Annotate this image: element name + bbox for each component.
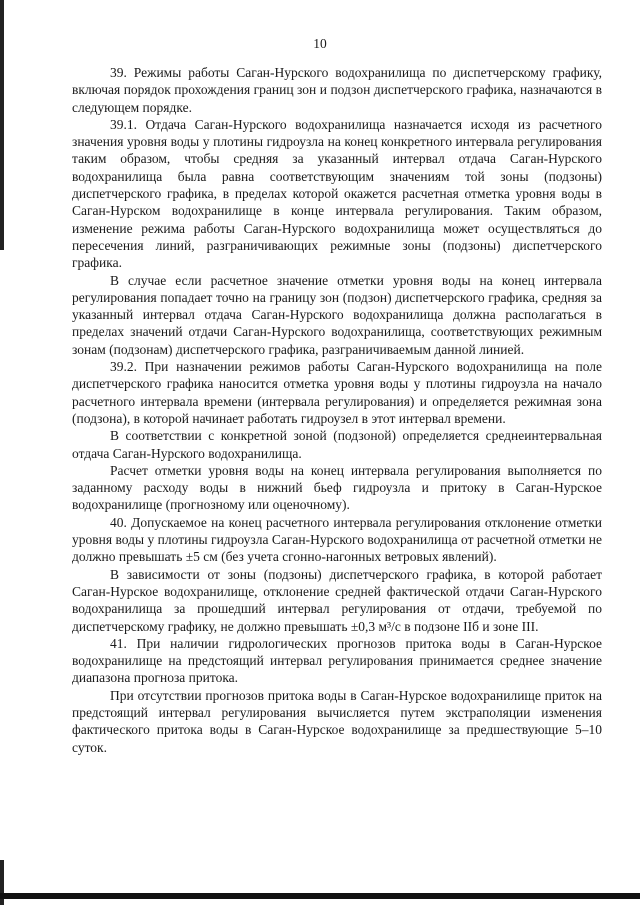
paragraph-boundary-case: В случае если расчетное значение отметки уровня воды на конец интервала регулирования попадает точно на границу зон (подзон) диспетчерского графика, средняя за указанный интервал отдача Саган-Нурского водохранилища должна располагаться в пределах значений отдачи Саган-Нурского водохранилища, соответствующих режимным зонам (подзонам) диспетчерского графика, разграничиваемым данной линией. [72,272,602,357]
paragraph-39: 39. Режимы работы Саган-Нурского водохранилища по диспетчерскому графику, включая порядок прохождения границ зон и подзон диспетчерского графика, назначаются в следующем порядке. [72,65,602,115]
paragraph-no-forecast: При отсутствии прогнозов притока воды в Саган-Нурское водохранилище приток на предстоящий интервал регулирования вычисляется путем экстраполяции изменения фактического притока воды в Саган-Нурское водохранилище за предшествующие 5–10 суток. [72,687,602,755]
paragraph-zone-outflow: В соответствии с конкретной зоной (подзоной) определяется среднеинтервальная отдача Саган-Нурского водохранилища. [72,428,602,461]
paragraph-level-calculation: Расчет отметки уровня воды на конец интервала регулирования выполняется по заданному расходу воды в нижний бьеф гидроузла и притоку в Саган-Нурское водохранилище (прогнозному или оценочному). [72,462,602,513]
paragraph-39-2: 39.2. При назначении режимов работы Саган-Нурского водохранилища на поле диспетчерского графика наносится отметка уровня воды у плотины гидроузла на начало расчетного интервала времени (интервала регулирования) и определяется режимная зона (подзона), в которой начинает работать гидроузел в этот интервал времени. [72,359,602,426]
paragraph-39-1: 39.1. Отдача Саган-Нурского водохранилища назначается исходя из расчетного значения уровня воды у плотины гидроузла на конец конкретного интервала регулирования таким образом, чтобы средняя за указанный интервал отдача Саган-Нурского водохранилища была равна соответствующим значениям той зоны (подзоны) диспетчерского графика, в пределах которой окажется расчетная отметка уровня воды в Саган-Нурском водохранилище в конце интервала регулирования. Таким образом, изменение режима работы Саган-Нурского водохранилища может осуществляться до пересечения линий, разграничивающих режимные зоны (подзоны) диспетчерского графика. [72,116,602,271]
paragraph-41: 41. При наличии гидрологических прогнозов притока воды в Саган-Нурское водохранилище на предстоящий интервал регулирования принимается среднее значение диапазона прогноза притока. [72,635,602,686]
page-number: 10 [313,36,327,51]
scan-bottom-bar [0,893,640,899]
paragraph-outflow-deviation: В зависимости от зоны (подзоны) диспетчерского графика, в которой работает Саган-Нурское водохранилище, отклонение средней фактической отдачи Саган-Нурского водохранилища за прошедший интервал регулирования от отдачи, требуемой по диспетчерскому графику, не должно превышать ±0,3 м³/с в подзоне IIб и зоне III. [72,566,602,634]
paragraph-40: 40. Допускаемое на конец расчетного интервала регулирования отклонение отметки уровня воды у плотины гидроузла Саган-Нурского водохранилища от расчетной отметки не должно превышать ±5 см (без учета сгонно-нагонных ветровых явлений). [72,514,602,565]
document-body [72,64,602,756]
